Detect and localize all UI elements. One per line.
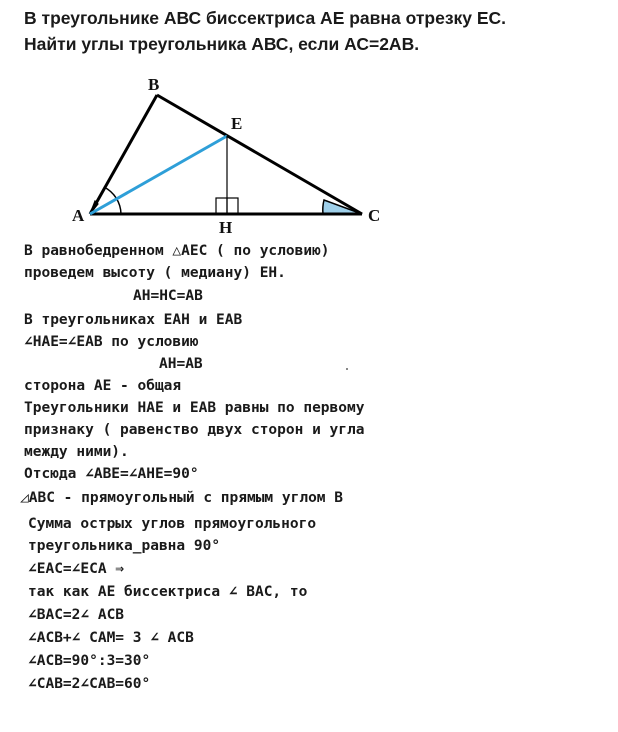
triangle-figure [0, 0, 618, 240]
solution-line-13: Сумма острых углов прямоугольного [28, 516, 317, 532]
solution-line-9: признаку ( равенство двух сторон и угла [24, 422, 365, 438]
solution-line-12: ◿ABC - прямоугольный с прямым углом B [20, 490, 344, 506]
solution-line-6: AH=AB [159, 356, 203, 372]
side-bc [157, 95, 362, 214]
solution-line-17: ∠BAC=2∠ ACB [28, 607, 125, 623]
stray-dot [346, 368, 348, 370]
solution-line-14: треугольника_равна 90° [28, 538, 221, 554]
solution-line-3: AH=HC=AB [133, 288, 203, 304]
point-label-c: C [368, 206, 381, 225]
solution-line-2: проведем высоту ( медиану) EH. [24, 265, 286, 281]
solution-line-18: ∠ACB+∠ CAM= 3 ∠ ACB [28, 630, 194, 646]
problem-title-line-2: Найти углы треугольника АВС, если АС=2АВ. [24, 34, 420, 54]
point-label-a: A [72, 206, 85, 225]
solution-line-5: ∠HAE=∠EAB по условию [24, 334, 199, 350]
solution-line-20: ∠CAB=2∠CAB=60° [28, 676, 151, 692]
solution-line-11: Отсюда ∠ABE=∠AHE=90° [24, 466, 199, 482]
solution-line-7: сторона AE - общая [24, 378, 182, 394]
solution-line-8: Треугольники HAE и EAB равны по первому [24, 400, 365, 416]
problem-title-line-1: В треугольнике АВС биссектриса АЕ равна отрезку ЕС. [24, 8, 507, 28]
solution-line-1: В равнобедренном △AEC ( по условию) [24, 243, 330, 259]
solution-line-4: В треугольниках EAH и EAB [24, 312, 243, 328]
solution-line-19: ∠ACB=90°:3=30° [28, 653, 151, 669]
solution-line-10: между ними). [24, 444, 129, 460]
point-label-b: B [148, 75, 160, 94]
point-label-h: H [219, 218, 233, 237]
point-label-e: E [231, 114, 243, 133]
solution-line-15: ∠EAC=∠ECA ⇒ [28, 561, 125, 577]
solution-line-16: так как AE биссектриса ∠ BAC, то [28, 584, 308, 600]
